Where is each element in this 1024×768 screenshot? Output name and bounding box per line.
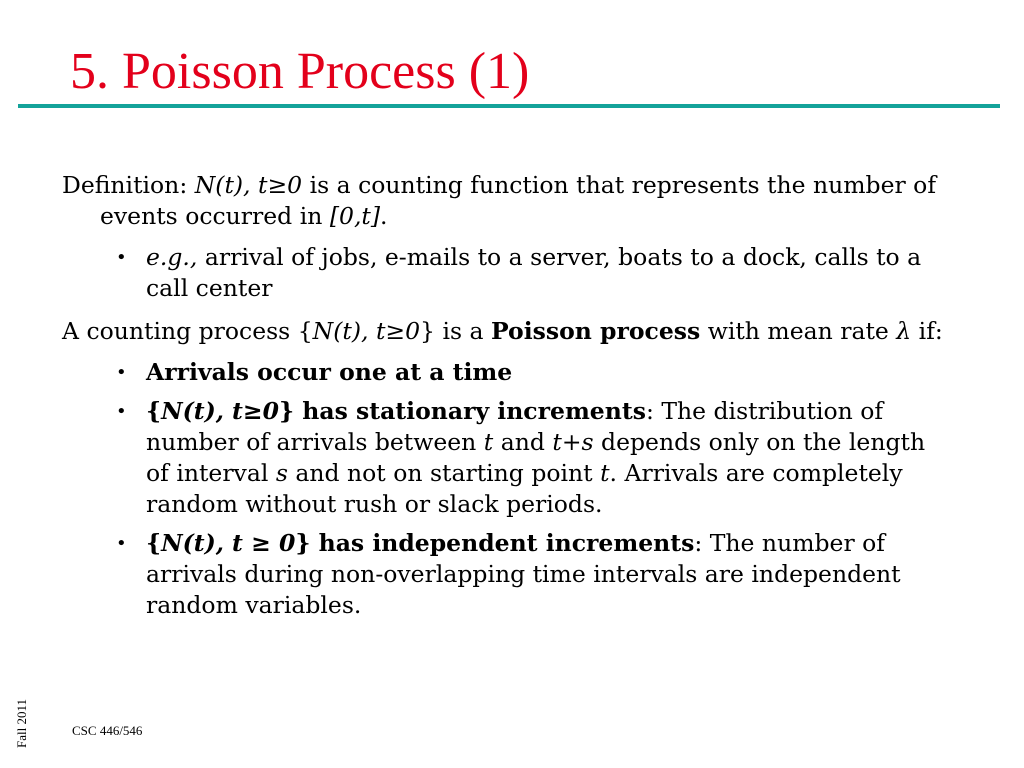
condition-text: : The number of arrivals during non-overlapping time intervals are independent random variables. [146,529,901,619]
bullet-icon: • [116,362,127,383]
bullet-icon: • [116,401,127,422]
list-item [116,242,936,304]
condition-text: : The distribution of number of arrivals between [146,397,884,456]
condition-one-at-a-time: Arrivals occur one at a time [146,358,513,386]
var-s: s [275,459,288,487]
poisson-end: if: [911,317,943,345]
poisson-lead: A counting process { [62,317,313,345]
poisson-term: Poisson process [491,317,701,345]
slide-title: 5. Poisson Process (1) [70,43,530,100]
conditions-list [62,357,962,621]
condition-text: and [493,428,553,456]
var-t: t [600,459,610,487]
list-item [116,396,936,520]
lambda-symbol: λ [896,317,912,345]
title-divider [18,104,1000,108]
example-eg: e.g., [146,243,198,271]
definition-text: is a counting function that represents the number of events occurred in [100,171,937,230]
list-item [116,357,936,388]
footer-course: CSC 446/546 [72,723,143,738]
poisson-mid: } is a [420,317,491,345]
var-t-plus-s: t+s [552,428,594,456]
slide-body [62,170,962,633]
condition-text: and not on starting point [287,459,601,487]
condition-stationary-heading: } has stationary increments [278,397,646,425]
condition-brace-open: { [146,529,162,557]
condition-independent-heading: } has independent increments [295,529,695,557]
bullet-icon: • [116,247,127,268]
definition-paragraph [62,170,962,232]
condition-text: depends only on the length of interval [146,428,926,487]
definition-function: N(t), t≥0 [194,171,303,199]
example-list [62,242,962,304]
condition-text: . Arrivals are completely random without rush or slack periods. [146,459,903,518]
bullet-icon: • [116,533,127,554]
poisson-definition-paragraph [62,316,962,347]
definition-lead: Definition: [62,171,195,199]
condition-brace-open: { [146,397,162,425]
definition-interval: [0,t] [329,202,381,230]
footer-term: Fall 2011 [14,699,29,748]
poisson-rest: with mean rate [700,317,897,345]
example-text: arrival of jobs, e-mails to a server, boats to a dock, calls to a call center [146,243,922,302]
condition-function: N(t), t ≥ 0 [161,529,296,557]
poisson-function: N(t), t≥0 [312,317,421,345]
condition-function: N(t), t≥0 [161,397,279,425]
var-t: t [483,428,494,456]
definition-end: . [380,202,388,230]
list-item [116,528,936,621]
